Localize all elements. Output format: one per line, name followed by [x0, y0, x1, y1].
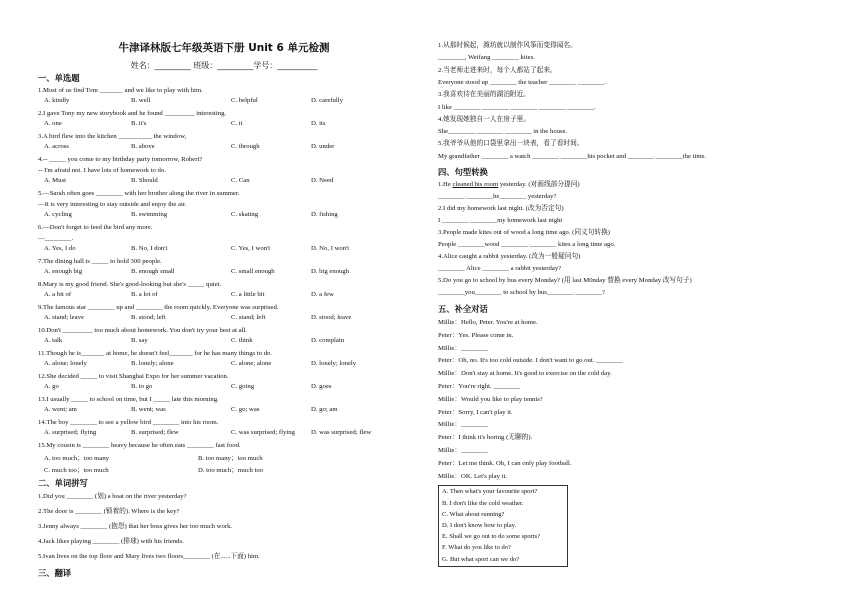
dialog-line: Millie：OK. Let's play it. [438, 472, 508, 480]
question-stem: 5.—Sarah often goes ________ with her brother along the river in summer. [38, 190, 240, 197]
answer-option: B. went; was [131, 406, 166, 413]
dialog-option: B. I don't like the cold weather. [442, 499, 524, 507]
dialog-line: Peter：I think it's boring (无聊的). [438, 434, 533, 442]
answer-option: B. Should [131, 177, 158, 184]
question-stem: 2.I gave Tony my new storybook and he found _________ interesting. [38, 110, 227, 117]
conversion-line [438, 264, 561, 273]
dialog-option: E. Shall we go out to do some sports? [442, 533, 541, 541]
answer-option: A. surprised; flying [44, 429, 97, 436]
section-heading-translation: 三、翻译 [38, 568, 72, 578]
translation-line: Everyone stood up ________ the teacher ________ ________. [438, 78, 606, 86]
answer-option: D. its [311, 120, 326, 127]
answer-option: B. say [131, 337, 148, 344]
translation-line: 5.我爷爷从他的口袋里拿出一块表，看了看时间。 [438, 140, 584, 148]
translation-line: My grandfather ________ a watch ________ ________his pocket and ________ ________the time. [438, 152, 707, 160]
conversion-line [438, 204, 564, 213]
translation-line: 4.她发现她独自一人在房子里。 [438, 115, 530, 123]
answer-option: A. stand; leave [44, 314, 84, 321]
dialog-option: G. But what sport can we do? [442, 555, 520, 563]
answer-option: D. fishing [311, 211, 338, 218]
underlined-phrase: cleaned his room [452, 181, 499, 188]
conversion-line [438, 276, 692, 285]
answer-option: A. enough big [44, 268, 83, 275]
translation-line: 3.我喜欢待在美丽的湖泊附近。 [438, 91, 530, 99]
dialog-line: Millie：________ [438, 447, 488, 454]
dialog-line: Peter：You're right. ________ [438, 383, 521, 390]
answer-option: D. a few [311, 291, 334, 298]
answer-option: A. one [44, 120, 62, 127]
dialog-option: D. I don't know how to play. [442, 521, 517, 529]
answer-option: B. well [131, 97, 151, 104]
dialog-line: Millie：Would you like to play tennis? [438, 395, 543, 403]
question-stem-line2: —It is very interesting to stay outside and enjoy the air. [38, 201, 187, 208]
answer-option: D. complain [311, 337, 345, 344]
question-stem: 3.A bird flew into the kitchen __________ the window, [38, 133, 187, 140]
answer-option: A. a bit of [44, 291, 72, 298]
answer-option: A. too much；too many [44, 455, 110, 462]
dialog-line: Peter：Yes. Please come in. [438, 331, 514, 339]
conversion-text: ________ ________he________ yesterday? [438, 193, 557, 200]
answer-option: C. it [231, 120, 243, 127]
spelling-item: 1.Did you ________ (划) a boat on the river yesterday? [38, 493, 187, 500]
answer-option: A. go [44, 383, 59, 390]
conversion-text: ________you________ to school by bus________ ________? [438, 289, 605, 296]
conversion-text: 5.Do you go to school by bus every Monday? (用 last M0nday 替换 every Monday 改写句子) [438, 277, 692, 284]
answer-option: D. too much；much too [198, 467, 264, 474]
answer-option: D. go; am [311, 406, 338, 413]
answer-option: B. lonely; alone [131, 360, 174, 367]
section-heading-spelling: 二、单词拼写 [38, 478, 88, 488]
question-stem-line2: —________. [38, 235, 74, 242]
question-stem: 14.The boy ________ to see a yellow bird ________ into his room. [38, 419, 219, 426]
answer-option: D. lonely; lonely [311, 360, 357, 367]
translation-line: 1.从那时候起，潍坊就以制作风筝而变得闻名。 [438, 42, 577, 49]
answer-option: B. No, I don't [131, 245, 168, 252]
question-stem: 8.Mary is my good friend. She's good-looking but she's _____ quiet. [38, 281, 222, 288]
translation-line: I like ________ ________ ________ ________ ________. [438, 103, 596, 111]
answer-option: B. swimming [131, 211, 168, 218]
answer-option: C. alone; alone [231, 360, 272, 367]
answer-option: C. Can [231, 177, 250, 184]
answer-option: D. carefully [311, 97, 343, 104]
answer-option: A. cycling [44, 211, 72, 218]
question-stem: 6.—Don't forget to feed the bird any more. [38, 224, 153, 231]
answer-option: A. across [44, 143, 69, 150]
dialog-option: C. What about running? [442, 510, 505, 518]
answer-option: B. above [131, 143, 155, 150]
answer-option: C. going [231, 383, 255, 390]
dialog-line: Peter：Sorry, I can't play it. [438, 408, 513, 416]
dialog-line: Peter：Oh, no. It's too cold outside. I don't want to go out. ________ [438, 357, 623, 365]
answer-option: C. think [231, 337, 253, 344]
conversion-text: yesterday. (对画线部分提问) [498, 181, 580, 188]
section-heading-conversion: 四、句型转换 [438, 167, 488, 177]
dialog-line: Millie：________ [438, 421, 488, 429]
answer-option: D. goes [311, 383, 332, 390]
question-stem: 11.Though he is_______ at home, he doesn't feel_______ for he has many things to do. [38, 350, 273, 357]
translation-line: 2.当老师走进来时，每个人都站了起来。 [438, 66, 557, 74]
answer-option: D. No, I won't [311, 245, 350, 252]
answer-option: C. skating [231, 211, 259, 218]
answer-option: B. a lot of [131, 291, 158, 298]
answer-option: D. under [311, 143, 335, 150]
answer-option: C. stand; left [231, 314, 266, 321]
conversion-text: ________ Alice ________ a rabbit yesterday? [438, 265, 562, 272]
answer-option: D. stood; leave [311, 314, 352, 321]
dialog-line: Millie：Don't stay at home. It's good to exercise on the cold day. [438, 370, 612, 378]
dialog-options-box [438, 485, 568, 567]
answer-option: C. much too；too much [44, 467, 109, 474]
conversion-text: 4.Alice caught a rabbit yesterday. (改为一般疑问句) [438, 253, 581, 260]
answer-option: C. go; was [231, 406, 260, 413]
answer-option: B. enough small [131, 268, 175, 275]
conversion-text: 1.He [438, 181, 453, 188]
answer-option: D. was surprised; flew [311, 429, 372, 436]
question-stem: 15.My cousin is ________ heavy because he often eats ________ fast food. [38, 442, 241, 449]
conversion-line [438, 288, 605, 297]
conversion-text: 3.People made kites out of wood a long time ago. (同义句转换) [438, 229, 610, 236]
spelling-item: 3.Jenny always ________ (抱怨) that her boss gives her too much work. [38, 523, 233, 530]
question-stem: 4.-- _____ you come to my birthday party tomorrow, Robert? [38, 156, 203, 163]
answer-option: A. talk [44, 337, 63, 344]
answer-option: B. stood; left [131, 314, 166, 321]
answer-option: A. Must [44, 177, 66, 184]
question-stem: 1.Most of us find Tom _______ and we like to play with him. [38, 87, 203, 94]
answer-option: C. a little bit [231, 291, 265, 298]
translation-line: She________ ________ ________ in the house. [438, 128, 568, 136]
conversion-line [438, 240, 615, 249]
conversion-text: 2.I did my homework last night. (改为否定句) [438, 205, 564, 212]
answer-option: C. was surprised; flying [231, 429, 295, 436]
question-stem: 7.The dining hall is _____ to hold 300 people. [38, 258, 162, 265]
spelling-item: 4.Jack likes playing ________ (排球) with his friends. [38, 538, 184, 545]
answer-option: C. Yes, I won't [231, 245, 271, 252]
answer-option: A. went; am [44, 406, 77, 413]
conversion-text: People ________wood ________ ________ kites a long time ago. [438, 241, 616, 248]
answer-option: A. kindly [44, 97, 70, 104]
dialog-line: Millie：Hello, Peter. You're at home. [438, 319, 538, 326]
conversion-line [438, 252, 580, 261]
dialog-option: A. Then what's your favourite sport? [442, 488, 538, 496]
answer-option: B. to go [131, 383, 153, 390]
answer-option: C. through [231, 143, 260, 150]
conversion-line [438, 216, 562, 225]
section-heading-single-choice: 一、单选题 [38, 73, 80, 83]
student-info-line: 姓名：_________ 班级：_________学号：__________ [130, 61, 318, 70]
conversion-line [438, 180, 580, 189]
answer-option: C. helpful [231, 97, 258, 104]
answer-option: B. surprised; flew [131, 429, 179, 436]
answer-option: A. alone; lonely [44, 360, 87, 367]
answer-option: B. it's [131, 120, 147, 127]
answer-option: D. Need [311, 177, 334, 184]
page-title: 牛津译林版七年级英语下册 Unit 6 单元检测 [118, 42, 330, 54]
question-stem: 12.She decided _____ to visit Shanghai Expo for her summer vacation. [38, 373, 229, 380]
dialog-line: Millie：________ [438, 344, 488, 352]
conversion-text: I ________ ________my homework last night [438, 217, 563, 224]
answer-option: B. too many；too much [198, 455, 263, 462]
question-stem: 10.Don't _________ too much about homework. You don't try your best at all. [38, 327, 247, 334]
conversion-line [438, 192, 557, 201]
conversion-line [438, 228, 610, 237]
question-stem: 9.The famous star ________ up and ________ the room quickly. Everyone was surprised. [38, 304, 279, 311]
spelling-item: 2.The door is ________ (锁着的). Where is the key? [38, 508, 180, 515]
section-heading-dialog: 五、补全对话 [438, 304, 488, 314]
question-stem: 13.I usually _____ to school on time, but I _____ late this morning. [38, 396, 219, 403]
answer-option: D. big enough [311, 268, 350, 275]
answer-option: C. small enough [231, 268, 275, 275]
translation-line: ________, Weifang ________ kites. [438, 54, 535, 62]
spelling-item: 5.Ivan lives on the top floor and Mary lives two floors________ (在......下面) him. [38, 553, 260, 560]
question-stem-line2: -- I'm afraid not. I have lots of homework to do. [38, 167, 166, 174]
dialog-option: F. What do you like to do? [442, 544, 511, 552]
dialog-line: Peter：Let me think. Oh, I can only play football. [438, 459, 572, 467]
answer-option: A. Yes, I do [44, 245, 76, 252]
